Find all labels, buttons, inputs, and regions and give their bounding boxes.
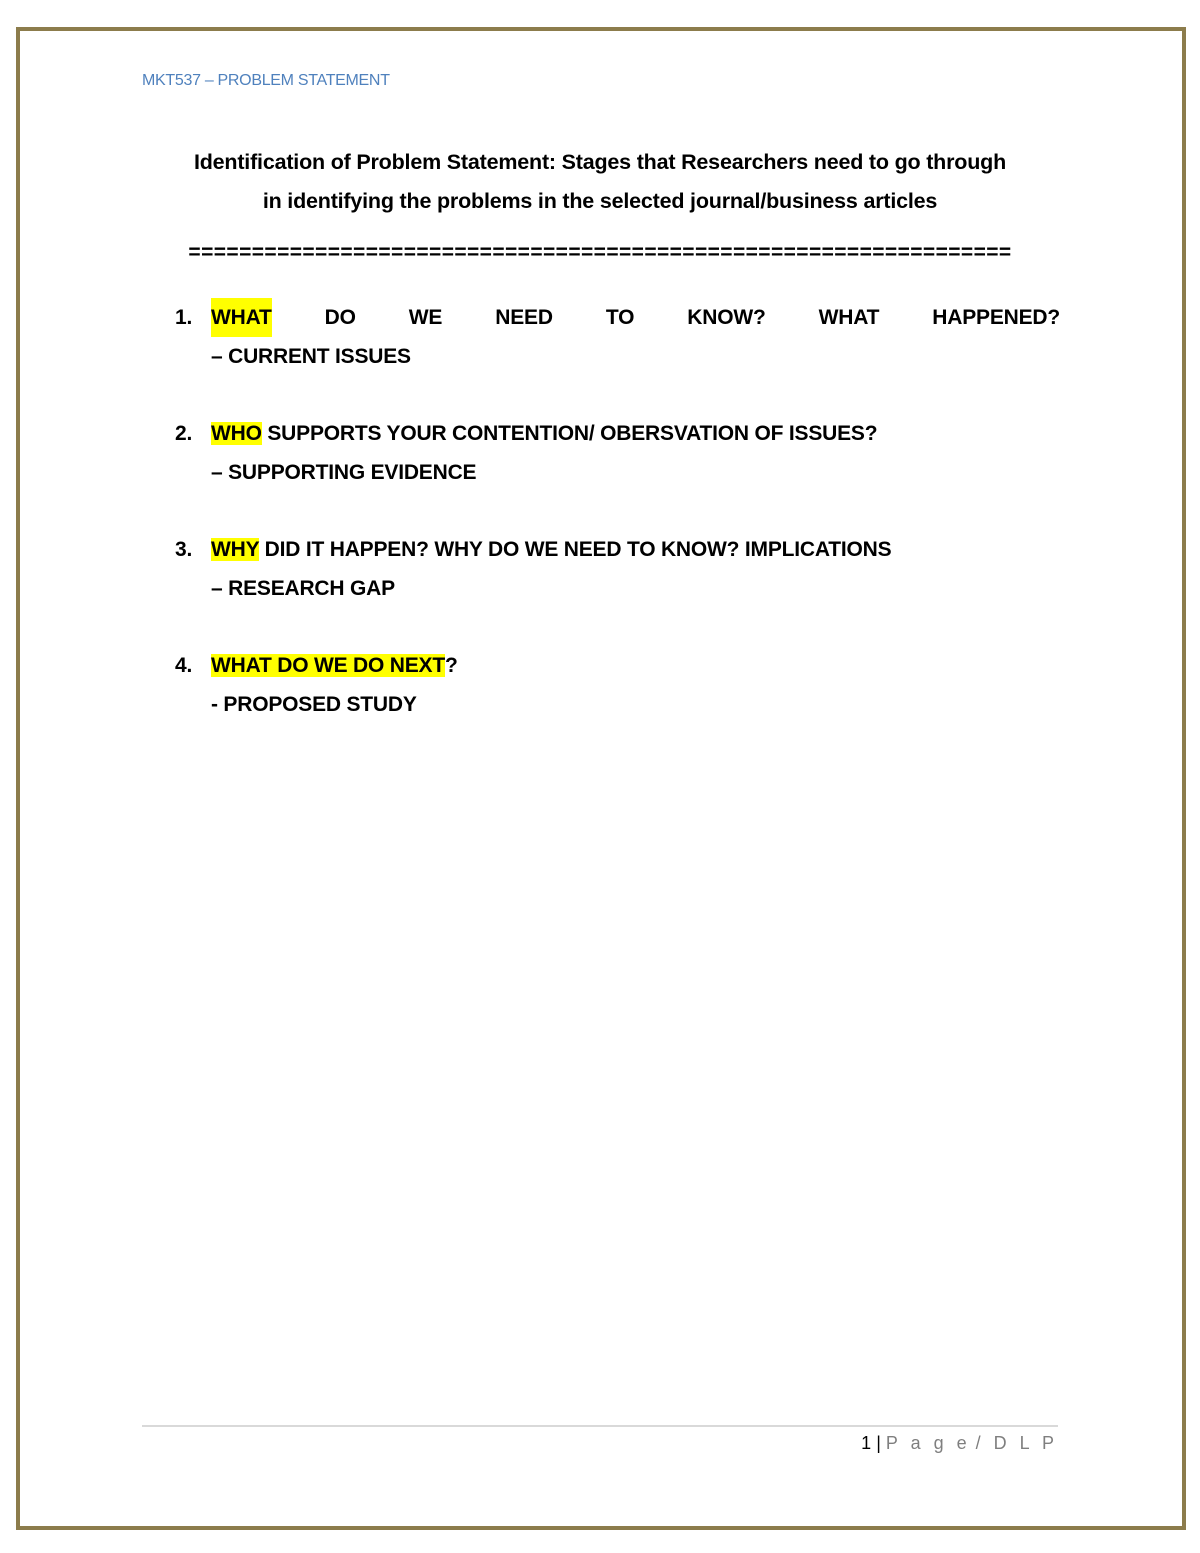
list-item: [175, 646, 1060, 724]
list-item-number: 2.: [175, 422, 193, 445]
list-item-question: [211, 414, 1060, 453]
list-item-question: [211, 298, 1060, 337]
question-text: ?: [445, 654, 458, 677]
footer-suffix: / D L P: [975, 1433, 1058, 1453]
list-item-question: [211, 646, 1060, 685]
question-word: KNOW?: [687, 306, 766, 329]
list-item-number: 1.: [175, 306, 193, 329]
document-title-line-1: Identification of Problem Statement: Stages that Researchers need to go through: [193, 150, 1007, 174]
separator-line: =================================================================: [188, 241, 1012, 264]
list-item-subline: – SUPPORTING EVIDENCE: [211, 461, 477, 484]
page-number: 1: [861, 1433, 872, 1453]
list-item-question: [211, 530, 1060, 569]
running-header: MKT537 – PROBLEM STATEMENT: [142, 72, 390, 89]
question-word: TO: [605, 306, 635, 329]
question-word: WE: [408, 306, 443, 329]
document-title: [130, 143, 1070, 221]
list-item: [175, 414, 1060, 492]
question-word: WHAT: [818, 306, 880, 329]
list-item: [175, 298, 1060, 376]
page-label: P a g e: [885, 1433, 971, 1453]
list-item-subline: - PROPOSED STUDY: [211, 693, 417, 716]
highlighted-keyword: WHO: [211, 422, 262, 445]
list-item-number: 3.: [175, 538, 193, 561]
highlighted-keyword: WHY: [211, 538, 260, 561]
question-word: HAPPENED?: [932, 306, 1060, 329]
question-text: SUPPORTS YOUR CONTENTION/ OBERSVATION OF ISSUES?: [261, 422, 878, 445]
list-item-subline: – CURRENT ISSUES: [211, 345, 411, 368]
list-item-subline: – RESEARCH GAP: [211, 577, 395, 600]
list-item-number: 4.: [175, 654, 193, 677]
stages-list: [175, 298, 1060, 762]
highlighted-keyword: WHAT: [211, 298, 272, 337]
question-word: NEED: [495, 306, 553, 329]
document-title-line-2: in identifying the problems in the selected journal/business articles: [262, 189, 938, 213]
highlighted-keyword: WHAT DO WE DO NEXT: [211, 654, 445, 677]
page-footer: [861, 1433, 1058, 1454]
question-text: DID IT HAPPEN? WHY DO WE NEED TO KNOW? IMPLICATIONS: [259, 538, 892, 561]
list-item: [175, 530, 1060, 608]
question-word: DO: [324, 306, 356, 329]
footer-divider: [142, 1425, 1058, 1427]
footer-divider-bar: |: [876, 1433, 881, 1453]
